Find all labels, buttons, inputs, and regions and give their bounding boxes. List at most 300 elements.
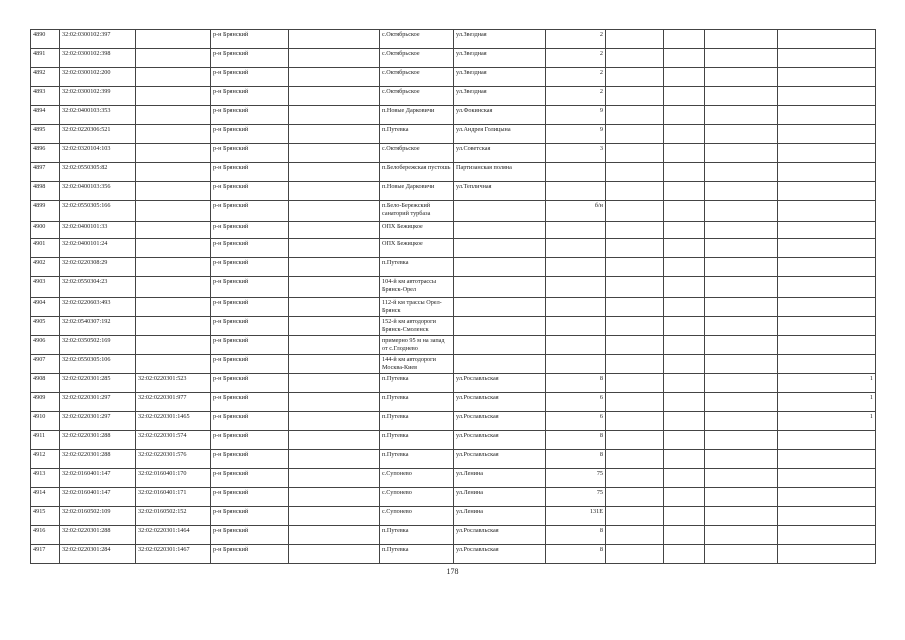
table-row xyxy=(31,298,876,317)
building-cell xyxy=(606,317,664,336)
table-row xyxy=(31,106,876,125)
cadastral-number-cell: 32:02:0300102:398 xyxy=(60,49,136,68)
cadastral-number-cell: 32:02:0400101:33 xyxy=(60,222,136,239)
settlement-cell: с.Октябрьское xyxy=(380,30,454,49)
cadastral-number-cell: 32:02:0220301:297 xyxy=(60,412,136,431)
apartment-cell xyxy=(664,201,705,222)
settlement-cell: с.Супонево xyxy=(380,507,454,526)
street-cell xyxy=(454,355,546,374)
apartment-cell xyxy=(664,144,705,163)
cadastral-number-cell: 32:02:0300102:399 xyxy=(60,87,136,106)
locality-extra-cell xyxy=(289,545,380,564)
empty-cell xyxy=(705,182,778,201)
street-cell xyxy=(454,317,546,336)
district-cell: р-н Брянский xyxy=(211,49,289,68)
parent-cadastral-number-cell: 32:02:0160401:171 xyxy=(136,488,211,507)
street-cell: ул.Ленина xyxy=(454,469,546,488)
apartment-cell xyxy=(664,431,705,450)
parent-cadastral-number-cell xyxy=(136,201,211,222)
row-number-cell: 4895 xyxy=(31,125,60,144)
empty-cell xyxy=(705,393,778,412)
parent-cadastral-number-cell xyxy=(136,87,211,106)
apartment-cell xyxy=(664,87,705,106)
district-cell: р-н Брянский xyxy=(211,298,289,317)
street-cell: ул.Рославльская xyxy=(454,412,546,431)
table-row xyxy=(31,431,876,450)
empty-cell xyxy=(705,412,778,431)
row-number-cell: 4899 xyxy=(31,201,60,222)
building-cell xyxy=(606,488,664,507)
row-number-cell: 4915 xyxy=(31,507,60,526)
apartment-cell xyxy=(664,258,705,277)
house-number-cell: 2 xyxy=(546,68,606,87)
locality-extra-cell xyxy=(289,201,380,222)
district-cell: р-н Брянский xyxy=(211,222,289,239)
apartment-cell xyxy=(664,545,705,564)
table-row xyxy=(31,163,876,182)
empty-cell xyxy=(705,239,778,258)
apartment-cell xyxy=(664,450,705,469)
settlement-cell: с.Октябрьское xyxy=(380,87,454,106)
district-cell: р-н Брянский xyxy=(211,87,289,106)
locality-extra-cell xyxy=(289,336,380,355)
count-cell xyxy=(778,68,876,87)
street-cell: ул.Тепличная xyxy=(454,182,546,201)
street-cell: ул.Фокинская xyxy=(454,106,546,125)
cadastral-number-cell: 32:02:0300102:200 xyxy=(60,68,136,87)
apartment-cell xyxy=(664,412,705,431)
district-cell: р-н Брянский xyxy=(211,30,289,49)
building-cell xyxy=(606,30,664,49)
parent-cadastral-number-cell: 32:02:0220301:523 xyxy=(136,374,211,393)
count-cell xyxy=(778,298,876,317)
parent-cadastral-number-cell xyxy=(136,355,211,374)
row-number-cell: 4910 xyxy=(31,412,60,431)
house-number-cell xyxy=(546,355,606,374)
cadastral-number-cell: 32:02:0220301:288 xyxy=(60,450,136,469)
settlement-cell: с.Октябрьское xyxy=(380,68,454,87)
table-row xyxy=(31,182,876,201)
empty-cell xyxy=(705,201,778,222)
apartment-cell xyxy=(664,374,705,393)
empty-cell xyxy=(705,163,778,182)
table-row xyxy=(31,201,876,222)
district-cell: р-н Брянский xyxy=(211,412,289,431)
row-number-cell: 4904 xyxy=(31,298,60,317)
table-row xyxy=(31,355,876,374)
apartment-cell xyxy=(664,393,705,412)
count-cell xyxy=(778,87,876,106)
table-row xyxy=(31,336,876,355)
row-number-cell: 4903 xyxy=(31,277,60,298)
parent-cadastral-number-cell xyxy=(136,277,211,298)
locality-extra-cell xyxy=(289,106,380,125)
building-cell xyxy=(606,239,664,258)
street-cell: ул.Рославльская xyxy=(454,374,546,393)
house-number-cell xyxy=(546,163,606,182)
parent-cadastral-number-cell: 32:02:0160502:152 xyxy=(136,507,211,526)
cadastral-number-cell: 32:02:0220301:288 xyxy=(60,431,136,450)
district-cell: р-н Брянский xyxy=(211,201,289,222)
parent-cadastral-number-cell: 32:02:0160401:170 xyxy=(136,469,211,488)
street-cell: ул.Звездная xyxy=(454,30,546,49)
row-number-cell: 4900 xyxy=(31,222,60,239)
parent-cadastral-number-cell xyxy=(136,317,211,336)
count-cell xyxy=(778,201,876,222)
locality-extra-cell xyxy=(289,298,380,317)
district-cell: р-н Брянский xyxy=(211,374,289,393)
house-number-cell: 2 xyxy=(546,30,606,49)
house-number-cell xyxy=(546,258,606,277)
house-number-cell: 8 xyxy=(546,374,606,393)
house-number-cell xyxy=(546,336,606,355)
table-row xyxy=(31,125,876,144)
row-number-cell: 4893 xyxy=(31,87,60,106)
house-number-cell: 2 xyxy=(546,49,606,68)
cadastral-number-cell: 32:02:0220308:29 xyxy=(60,258,136,277)
count-cell xyxy=(778,49,876,68)
street-cell xyxy=(454,201,546,222)
locality-extra-cell xyxy=(289,87,380,106)
cadastral-number-cell: 32:02:0400101:24 xyxy=(60,239,136,258)
count-cell xyxy=(778,106,876,125)
district-cell: р-н Брянский xyxy=(211,144,289,163)
parent-cadastral-number-cell xyxy=(136,68,211,87)
empty-cell xyxy=(705,125,778,144)
street-cell xyxy=(454,258,546,277)
empty-cell xyxy=(705,431,778,450)
locality-extra-cell xyxy=(289,222,380,239)
district-cell: р-н Брянский xyxy=(211,317,289,336)
settlement-cell: 112-й км трассы Орел-Брянск xyxy=(380,298,454,317)
apartment-cell xyxy=(664,49,705,68)
locality-extra-cell xyxy=(289,144,380,163)
row-number-cell: 4896 xyxy=(31,144,60,163)
locality-extra-cell xyxy=(289,526,380,545)
building-cell xyxy=(606,49,664,68)
row-number-cell: 4914 xyxy=(31,488,60,507)
cadastral-number-cell: 32:02:0550305:166 xyxy=(60,201,136,222)
settlement-cell: с.Супонево xyxy=(380,488,454,507)
cadastral-number-cell: 32:02:0220306:521 xyxy=(60,125,136,144)
settlement-cell: с.Супонево xyxy=(380,469,454,488)
house-number-cell: 75 xyxy=(546,488,606,507)
apartment-cell xyxy=(664,526,705,545)
house-number-cell xyxy=(546,222,606,239)
row-number-cell: 4898 xyxy=(31,182,60,201)
street-cell xyxy=(454,336,546,355)
page-number: 178 xyxy=(446,567,459,576)
count-cell xyxy=(778,163,876,182)
building-cell xyxy=(606,431,664,450)
parent-cadastral-number-cell xyxy=(136,106,211,125)
house-number-cell xyxy=(546,298,606,317)
count-cell xyxy=(778,144,876,163)
district-cell: р-н Брянский xyxy=(211,258,289,277)
street-cell: ул.Ленина xyxy=(454,488,546,507)
street-cell: ул.Ленина xyxy=(454,507,546,526)
house-number-cell xyxy=(546,239,606,258)
parent-cadastral-number-cell xyxy=(136,336,211,355)
settlement-cell: п.Белобережская пустошь xyxy=(380,163,454,182)
empty-cell xyxy=(705,30,778,49)
settlement-cell: п.Путевка xyxy=(380,431,454,450)
district-cell: р-н Брянский xyxy=(211,507,289,526)
apartment-cell xyxy=(664,298,705,317)
empty-cell xyxy=(705,258,778,277)
table-row xyxy=(31,488,876,507)
parent-cadastral-number-cell: 32:02:0220301:1464 xyxy=(136,526,211,545)
settlement-cell: ОПХ Бежицкое xyxy=(380,239,454,258)
settlement-cell: п.Путевка xyxy=(380,412,454,431)
table-row xyxy=(31,239,876,258)
count-cell xyxy=(778,258,876,277)
parent-cadastral-number-cell xyxy=(136,49,211,68)
locality-extra-cell xyxy=(289,469,380,488)
house-number-cell: 8 xyxy=(546,431,606,450)
building-cell xyxy=(606,163,664,182)
building-cell xyxy=(606,258,664,277)
house-number-cell: б/н xyxy=(546,201,606,222)
street-cell: Партизанская поляна xyxy=(454,163,546,182)
house-number-cell xyxy=(546,317,606,336)
apartment-cell xyxy=(664,239,705,258)
count-cell xyxy=(778,125,876,144)
table-row xyxy=(31,30,876,49)
locality-extra-cell xyxy=(289,412,380,431)
cadastral-number-cell: 32:02:0400103:353 xyxy=(60,106,136,125)
parent-cadastral-number-cell: 32:02:0220301:1467 xyxy=(136,545,211,564)
district-cell: р-н Брянский xyxy=(211,163,289,182)
district-cell: р-н Брянский xyxy=(211,545,289,564)
table-row xyxy=(31,469,876,488)
apartment-cell xyxy=(664,163,705,182)
settlement-cell: п.Путевка xyxy=(380,393,454,412)
district-cell: р-н Брянский xyxy=(211,182,289,201)
cadastral-number-cell: 32:02:0160401:147 xyxy=(60,488,136,507)
empty-cell xyxy=(705,222,778,239)
locality-extra-cell xyxy=(289,431,380,450)
district-cell: р-н Брянский xyxy=(211,355,289,374)
empty-cell xyxy=(705,545,778,564)
cadastral-number-cell: 32:02:0550305:82 xyxy=(60,163,136,182)
cadastral-number-cell: 32:02:0540307:192 xyxy=(60,317,136,336)
register-table xyxy=(30,29,876,564)
locality-extra-cell xyxy=(289,488,380,507)
count-cell xyxy=(778,545,876,564)
locality-extra-cell xyxy=(289,507,380,526)
building-cell xyxy=(606,355,664,374)
empty-cell xyxy=(705,507,778,526)
settlement-cell: п.Новые Дарковичи xyxy=(380,106,454,125)
house-number-cell: 6 xyxy=(546,393,606,412)
apartment-cell xyxy=(664,355,705,374)
cadastral-number-cell: 32:02:0550305:106 xyxy=(60,355,136,374)
table-row xyxy=(31,258,876,277)
row-number-cell: 4894 xyxy=(31,106,60,125)
row-number-cell: 4891 xyxy=(31,49,60,68)
locality-extra-cell xyxy=(289,277,380,298)
settlement-cell: п.Путевка xyxy=(380,526,454,545)
count-cell xyxy=(778,469,876,488)
empty-cell xyxy=(705,355,778,374)
count-cell xyxy=(778,488,876,507)
parent-cadastral-number-cell xyxy=(136,258,211,277)
street-cell xyxy=(454,239,546,258)
district-cell: р-н Брянский xyxy=(211,239,289,258)
cadastral-number-cell: 32:02:0350502:169 xyxy=(60,336,136,355)
count-cell xyxy=(778,182,876,201)
parent-cadastral-number-cell xyxy=(136,298,211,317)
apartment-cell xyxy=(664,507,705,526)
row-number-cell: 4902 xyxy=(31,258,60,277)
cadastral-number-cell: 32:02:0220301:285 xyxy=(60,374,136,393)
parent-cadastral-number-cell xyxy=(136,125,211,144)
apartment-cell xyxy=(664,68,705,87)
building-cell xyxy=(606,374,664,393)
cadastral-number-cell: 32:02:0550304:23 xyxy=(60,277,136,298)
house-number-cell: 8 xyxy=(546,450,606,469)
locality-extra-cell xyxy=(289,49,380,68)
parent-cadastral-number-cell xyxy=(136,163,211,182)
locality-extra-cell xyxy=(289,182,380,201)
empty-cell xyxy=(705,450,778,469)
building-cell xyxy=(606,222,664,239)
row-number-cell: 4917 xyxy=(31,545,60,564)
empty-cell xyxy=(705,336,778,355)
count-cell: 1 xyxy=(778,393,876,412)
row-number-cell: 4890 xyxy=(31,30,60,49)
cadastral-number-cell: 32:02:0220301:297 xyxy=(60,393,136,412)
empty-cell xyxy=(705,317,778,336)
count-cell xyxy=(778,30,876,49)
count-cell xyxy=(778,317,876,336)
house-number-cell: 131Е xyxy=(546,507,606,526)
table-row xyxy=(31,526,876,545)
building-cell xyxy=(606,298,664,317)
row-number-cell: 4892 xyxy=(31,68,60,87)
settlement-cell: с.Октябрьское xyxy=(380,144,454,163)
table-row xyxy=(31,393,876,412)
parent-cadastral-number-cell xyxy=(136,30,211,49)
house-number-cell: 6 xyxy=(546,412,606,431)
building-cell xyxy=(606,87,664,106)
settlement-cell: 152-й км автодороги Брянск-Смоленск xyxy=(380,317,454,336)
row-number-cell: 4909 xyxy=(31,393,60,412)
building-cell xyxy=(606,106,664,125)
street-cell: ул.Рославльская xyxy=(454,393,546,412)
cadastral-number-cell: 32:02:0300102:397 xyxy=(60,30,136,49)
empty-cell xyxy=(705,49,778,68)
street-cell: ул.Рославльская xyxy=(454,450,546,469)
district-cell: р-н Брянский xyxy=(211,106,289,125)
parent-cadastral-number-cell: 32:02:0220301:977 xyxy=(136,393,211,412)
district-cell: р-н Брянский xyxy=(211,488,289,507)
settlement-cell: с.Октябрьское xyxy=(380,49,454,68)
house-number-cell: 8 xyxy=(546,545,606,564)
building-cell xyxy=(606,125,664,144)
locality-extra-cell xyxy=(289,68,380,87)
settlement-cell: п.Путевка xyxy=(380,450,454,469)
apartment-cell xyxy=(664,488,705,507)
empty-cell xyxy=(705,374,778,393)
count-cell xyxy=(778,526,876,545)
count-cell xyxy=(778,222,876,239)
district-cell: р-н Брянский xyxy=(211,393,289,412)
parent-cadastral-number-cell xyxy=(136,182,211,201)
street-cell xyxy=(454,277,546,298)
table-row xyxy=(31,68,876,87)
district-cell: р-н Брянский xyxy=(211,336,289,355)
empty-cell xyxy=(705,298,778,317)
cadastral-number-cell: 32:02:0160401:147 xyxy=(60,469,136,488)
street-cell: ул.Рославльская xyxy=(454,431,546,450)
apartment-cell xyxy=(664,277,705,298)
house-number-cell: 8 xyxy=(546,526,606,545)
parent-cadastral-number-cell: 32:02:0220301:576 xyxy=(136,450,211,469)
settlement-cell: п.Путевка xyxy=(380,374,454,393)
apartment-cell xyxy=(664,336,705,355)
row-number-cell: 4913 xyxy=(31,469,60,488)
locality-extra-cell xyxy=(289,30,380,49)
locality-extra-cell xyxy=(289,393,380,412)
building-cell xyxy=(606,68,664,87)
empty-cell xyxy=(705,87,778,106)
locality-extra-cell xyxy=(289,258,380,277)
house-number-cell: 3 xyxy=(546,144,606,163)
row-number-cell: 4897 xyxy=(31,163,60,182)
house-number-cell xyxy=(546,277,606,298)
locality-extra-cell xyxy=(289,374,380,393)
table-row xyxy=(31,222,876,239)
settlement-cell: п.Новые Дарковичи xyxy=(380,182,454,201)
empty-cell xyxy=(705,469,778,488)
row-number-cell: 4916 xyxy=(31,526,60,545)
count-cell: 1 xyxy=(778,374,876,393)
table-row xyxy=(31,450,876,469)
empty-cell xyxy=(705,277,778,298)
building-cell xyxy=(606,545,664,564)
district-cell: р-н Брянский xyxy=(211,277,289,298)
empty-cell xyxy=(705,68,778,87)
count-cell xyxy=(778,355,876,374)
parent-cadastral-number-cell: 32:02:0220301:574 xyxy=(136,431,211,450)
table-row xyxy=(31,374,876,393)
building-cell xyxy=(606,507,664,526)
empty-cell xyxy=(705,526,778,545)
house-number-cell: 9 xyxy=(546,106,606,125)
row-number-cell: 4907 xyxy=(31,355,60,374)
count-cell xyxy=(778,336,876,355)
settlement-cell: ОПХ Бежицкое xyxy=(380,222,454,239)
row-number-cell: 4901 xyxy=(31,239,60,258)
locality-extra-cell xyxy=(289,355,380,374)
building-cell xyxy=(606,412,664,431)
empty-cell xyxy=(705,488,778,507)
row-number-cell: 4911 xyxy=(31,431,60,450)
cadastral-number-cell: 32:02:0320104:103 xyxy=(60,144,136,163)
table-row xyxy=(31,545,876,564)
building-cell xyxy=(606,336,664,355)
district-cell: р-н Брянский xyxy=(211,68,289,87)
empty-cell xyxy=(705,144,778,163)
settlement-cell: п.Путевка xyxy=(380,125,454,144)
locality-extra-cell xyxy=(289,239,380,258)
street-cell: ул.Звездная xyxy=(454,49,546,68)
street-cell: ул.Рославльская xyxy=(454,526,546,545)
district-cell: р-н Брянский xyxy=(211,431,289,450)
house-number-cell: 2 xyxy=(546,87,606,106)
